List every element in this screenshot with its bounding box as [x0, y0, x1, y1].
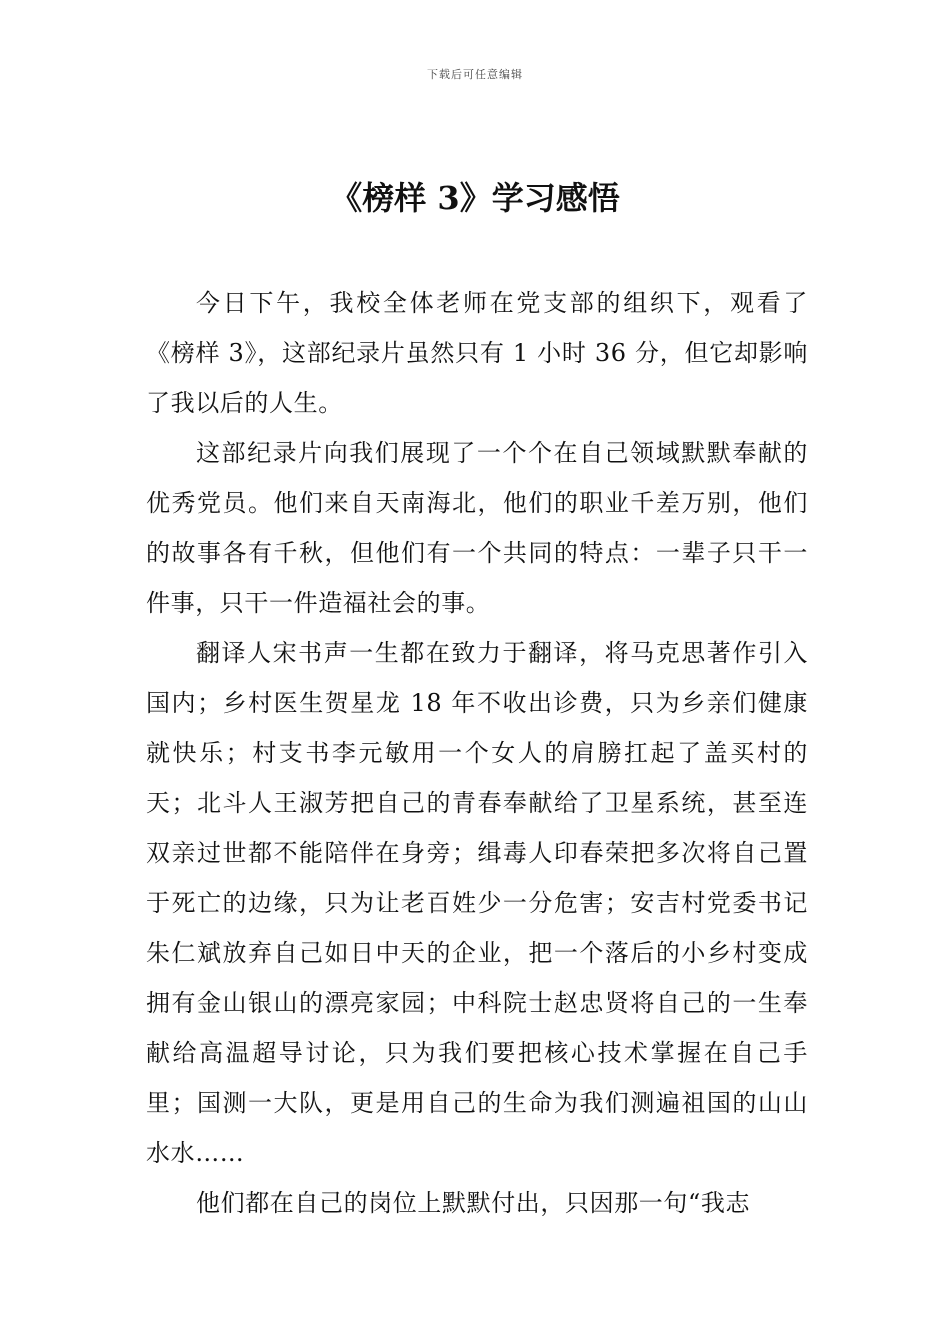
paragraph-2: 这部纪录片向我们展现了一个个在自己领域默默奉献的优秀党员。他们来自天南海北，他们的职业千差万别，他们的故事各有千秋，但他们有一个共同的特点：一辈子只干一件事，只干一件造福社会的事。	[146, 439, 808, 617]
paragraph-4: 他们都在自己的岗位上默默付出，只因那一句“我志	[196, 1189, 751, 1217]
paragraph-3: 翻译人宋书声一生都在致力于翻译，将马克思著作引入国内；乡村医生贺星龙 18 年不收出诊费，只为乡亲们健康就快乐；村支书李元敏用一个女人的肩膀扛起了盖买村的天；北斗人王淑芳把自己的青春奉献给了卫星系统，甚至连双亲过世都不能陪伴在身旁；缉毒人印春荣把多次将自己置于死亡的边缘，只为让老百姓少一分危害；安吉村党委书记朱仁斌放弃自己如日中天的企业，把一个落后的小乡村变成拥有金山银山的漂亮家园；中科院士赵忠贤将自己的一生奉献给高温超导讨论，只为我们要把核心技术掌握在自己手里；国测一大队，更是用自己的生命为我们测遍祖国的山山水水……	[146, 639, 808, 1167]
header-note: 下载后可任意编辑	[427, 68, 523, 81]
document-body	[146, 278, 808, 1228]
document-title: 《榜样 3》学习感悟	[330, 179, 620, 217]
paragraph-1: 今日下午，我校全体老师在党支部的组织下，观看了《榜样 3》，这部纪录片虽然只有 1 小时 36 分，但它却影响了我以后的人生。	[146, 289, 808, 417]
